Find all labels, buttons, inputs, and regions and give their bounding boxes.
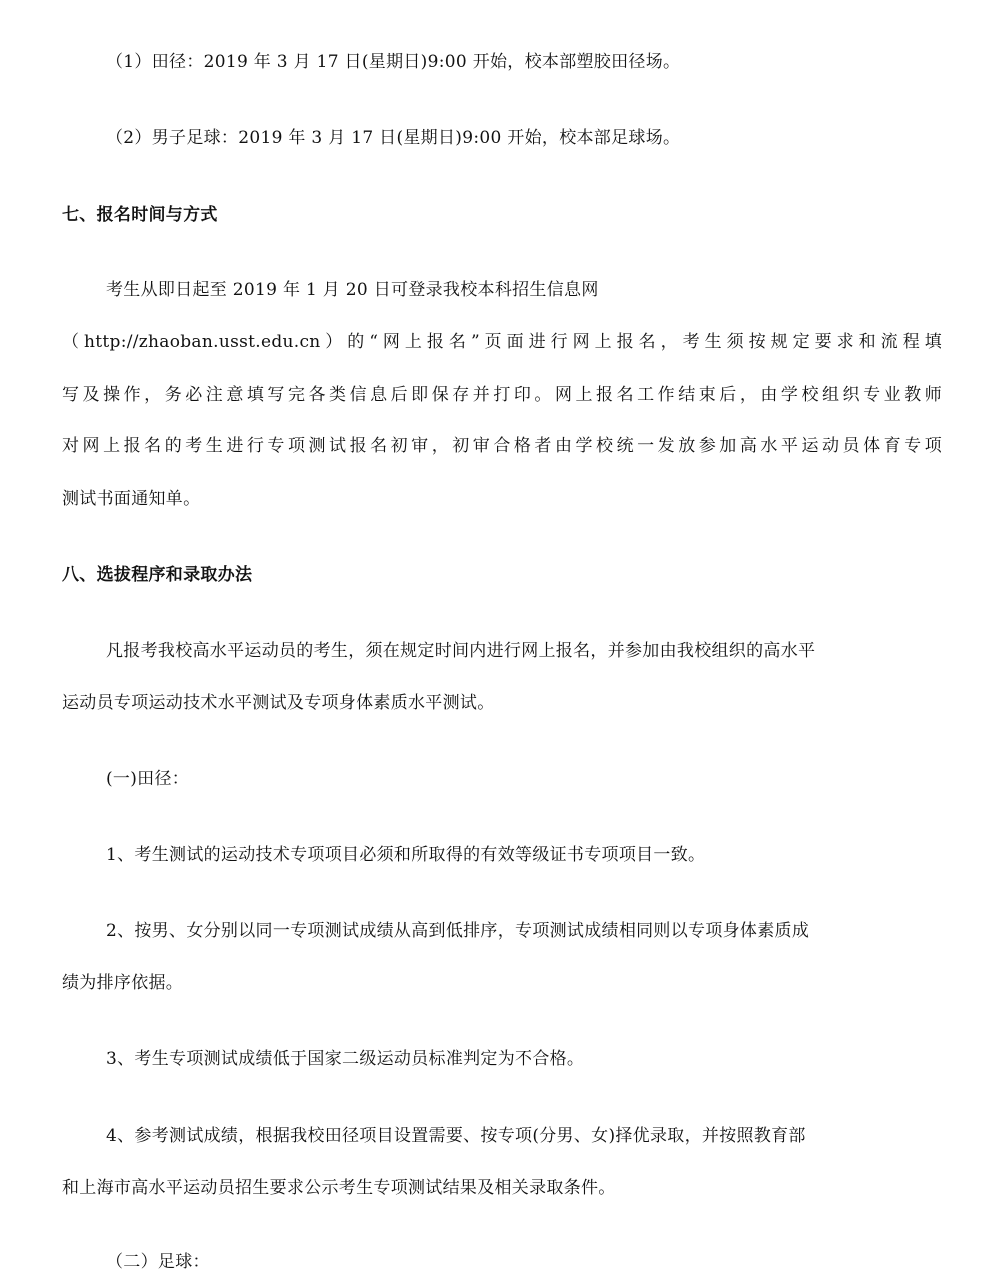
paragraph-line: 写及操作，务必注意填写完各类信息后即保存并打印。网上报名工作结束后，由学校组织专业教师 (62, 385, 942, 405)
paragraph-line: 运动员专项运动技术水平测试及专项身体素质水平测试。 (62, 693, 495, 713)
rule-item-4: 4、参考测试成绩，根据我校田径项目设置需要、按专项(分男、女)择优录取，并按照教育部 (106, 1126, 806, 1146)
paragraph-line: 凡报考我校高水平运动员的考生，须在规定时间内进行网上报名，并参加由我校组织的高水平 (106, 641, 816, 661)
paragraph-line: （http://zhaoban.usst.edu.cn）的“网上报名”页面进行网上报名，考生须按规定要求和流程填 (62, 332, 942, 352)
rule-item-3: 3、考生专项测试成绩低于国家二级运动员标准判定为不合格。 (106, 1049, 585, 1069)
rule-item-2: 2、按男、女分别以同一专项测试成绩从高到低排序，专项测试成绩相同则以专项身体素质成 (106, 921, 810, 941)
paragraph-line: 测试书面通知单。 (62, 489, 201, 509)
paragraph-line: 考生从即日起至 2019 年 1 月 20 日可登录我校本科招生信息网 (106, 280, 599, 300)
section-heading-registration: 七、报名时间与方式 (62, 205, 218, 225)
paragraph-line: 和上海市高水平运动员招生要求公示考生专项测试结果及相关录取条件。 (62, 1178, 616, 1198)
paragraph-line: 对网上报名的考生进行专项测试报名初审，初审合格者由学校统一发放参加高水平运动员体育专项 (62, 436, 942, 456)
schedule-item-football: （2）男子足球：2019 年 3 月 17 日(星期日)9:00 开始，校本部足球场。 (106, 128, 681, 148)
subsection-heading-track: (一)田径： (106, 769, 190, 789)
section-heading-selection: 八、选拔程序和录取办法 (62, 565, 253, 585)
paragraph-line: 绩为排序依据。 (62, 973, 184, 993)
rule-item-1: 1、考生测试的运动技术专项项目必须和所取得的有效等级证书专项项目一致。 (106, 845, 706, 865)
schedule-item-track: （1）田径：2019 年 3 月 17 日(星期日)9:00 开始，校本部塑胶田径场。 (106, 52, 681, 72)
subsection-heading-football: （二）足球： (106, 1252, 210, 1272)
